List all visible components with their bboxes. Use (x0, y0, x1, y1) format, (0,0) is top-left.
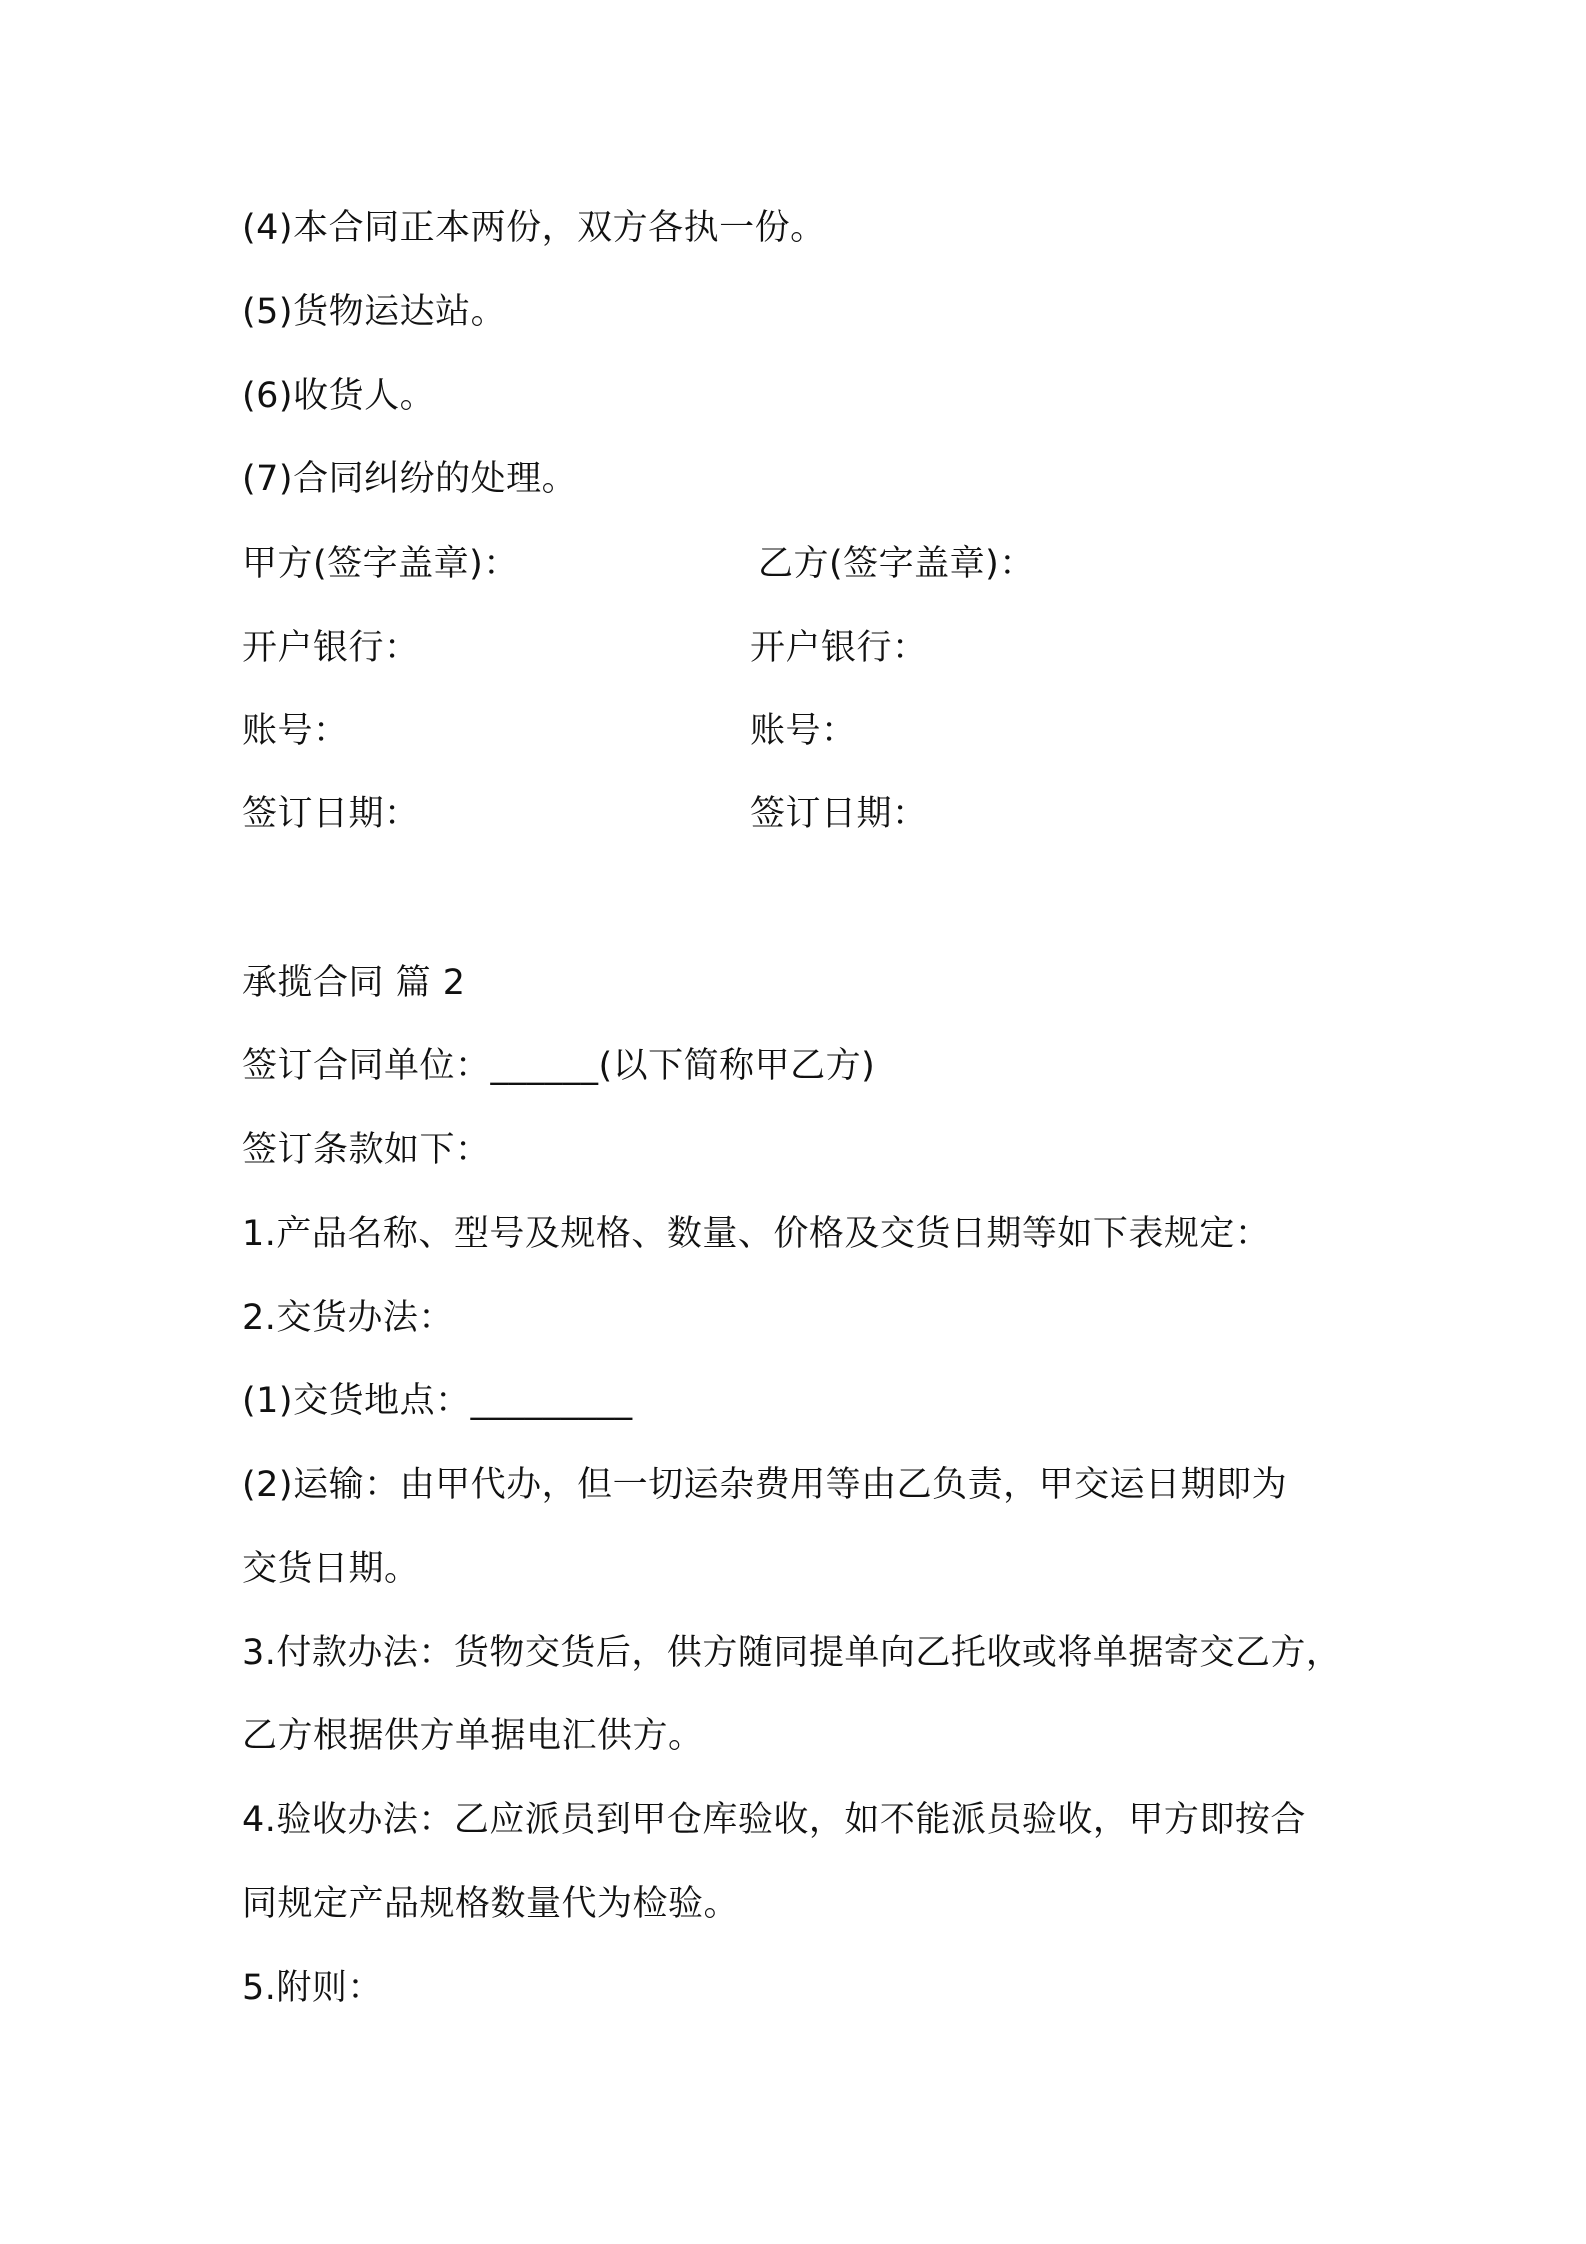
clause-4-line2: 同规定产品规格数量代为检验。 (242, 1884, 740, 1924)
party-b-bank-label: 开户银行： (750, 628, 928, 668)
clause-3-line1: 3.付款办法：货物交货后，供方随同提单向乙托收或将单据寄交乙方， (242, 1633, 1342, 1673)
party-b-date-label: 签订日期： (750, 794, 928, 834)
party-a-date-label: 签订日期： (242, 794, 420, 834)
clause-2-1: (1)交货地点：_________ (242, 1381, 633, 1421)
clause-3-line2: 乙方根据供方单据电汇供方。 (242, 1716, 704, 1756)
clause-5: 5.附则： (242, 1968, 383, 2008)
clause-4: (4)本合同正本两份，双方各执一份。 (242, 208, 826, 248)
terms-intro: 签订条款如下： (242, 1130, 491, 1170)
clause-2-2-line2: 交货日期。 (242, 1549, 420, 1589)
party-a-account-label: 账号： (242, 711, 349, 751)
contract-units-line: 签订合同单位：______(以下简称甲乙方) (242, 1046, 876, 1086)
clause-2-2-line1: (2)运输：由甲代办，但一切运杂费用等由乙负责，甲交运日期即为 (242, 1465, 1288, 1505)
clause-6: (6)收货人。 (242, 376, 436, 416)
clause-5: (5)货物运达站。 (242, 292, 507, 332)
clause-4-line1: 4.验收办法：乙应派员到甲仓库验收，如不能派员验收，甲方即按合 (242, 1800, 1306, 1840)
party-b-sign-label: 乙方(签字盖章)： (758, 544, 1035, 584)
party-a-sign-label: 甲方(签字盖章)： (242, 544, 519, 584)
clause-2-title: 2.交货办法： (242, 1298, 454, 1338)
party-a-bank-label: 开户银行： (242, 628, 420, 668)
clause-1: 1.产品名称、型号及规格、数量、价格及交货日期等如下表规定： (242, 1214, 1271, 1254)
party-b-account-label: 账号： (750, 711, 857, 751)
clause-7: (7)合同纠纷的处理。 (242, 459, 578, 499)
section-heading: 承揽合同 篇 2 (242, 963, 466, 1003)
